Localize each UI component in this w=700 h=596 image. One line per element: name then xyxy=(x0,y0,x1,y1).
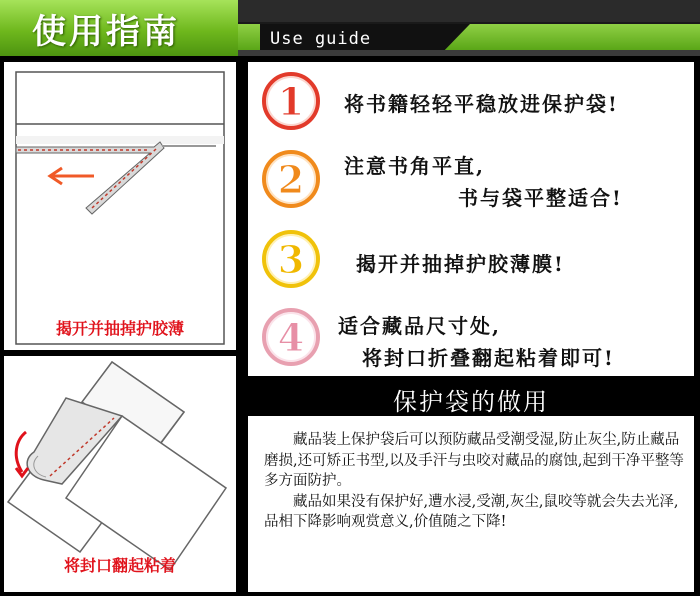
step-number-4: 4 xyxy=(262,308,320,366)
step-1 xyxy=(248,62,694,140)
step-3-line-1: 揭开并抽掉护胶薄膜! xyxy=(356,252,565,276)
step-number-2: 2 xyxy=(262,150,320,208)
usage-title-bar xyxy=(248,380,694,414)
header xyxy=(0,0,700,56)
step-4-line-1: 适合藏品尺寸处, xyxy=(338,314,501,338)
usage-paragraph-2: 藏品如果没有保护好,遭水浸,受潮,灰尘,鼠咬等就会失去光泽,品相下降影响观赏意义,价值随之下降! xyxy=(264,493,679,530)
usage-paragraph-1: 藏品装上保护袋后可以预防藏品受潮受湿,防止灰尘,防止藏品磨损,还可矫正书型,以及手汗与虫咬对藏品的腐蚀,起到干净平整等多方面防护。 xyxy=(264,432,684,489)
step-number-3: 3 xyxy=(262,230,320,288)
step-4 xyxy=(248,296,694,374)
seal-panel xyxy=(4,356,236,592)
step-2-line-1: 注意书角平直, xyxy=(344,154,485,178)
header-title: 使用指南 xyxy=(32,12,180,52)
header-subtitle: Use guide xyxy=(270,29,372,49)
seal-caption: 将封口翻起粘着 xyxy=(63,556,176,575)
usage-box xyxy=(248,416,694,592)
step-1-line-1: 将书籍轻轻平稳放进保护袋! xyxy=(344,92,619,116)
header-stripe xyxy=(238,50,700,56)
steps-panel xyxy=(248,62,694,376)
peel-film-caption: 揭开并抽掉护胶薄 xyxy=(55,319,184,338)
peel-film-illustration xyxy=(4,62,236,350)
peel-film-panel xyxy=(4,62,236,350)
rotate-arrow-icon xyxy=(16,432,28,476)
step-2-line-2: 书与袋平整适合! xyxy=(458,186,623,210)
step-3 xyxy=(248,218,694,296)
step-number-1: 1 xyxy=(262,72,320,130)
step-2 xyxy=(248,140,694,218)
header-dark-bar xyxy=(238,0,700,22)
usage-text xyxy=(264,430,684,533)
step-4-line-2: 将封口折叠翻起粘着即可! xyxy=(362,346,615,370)
usage-title: 保护袋的做用 xyxy=(393,388,549,416)
